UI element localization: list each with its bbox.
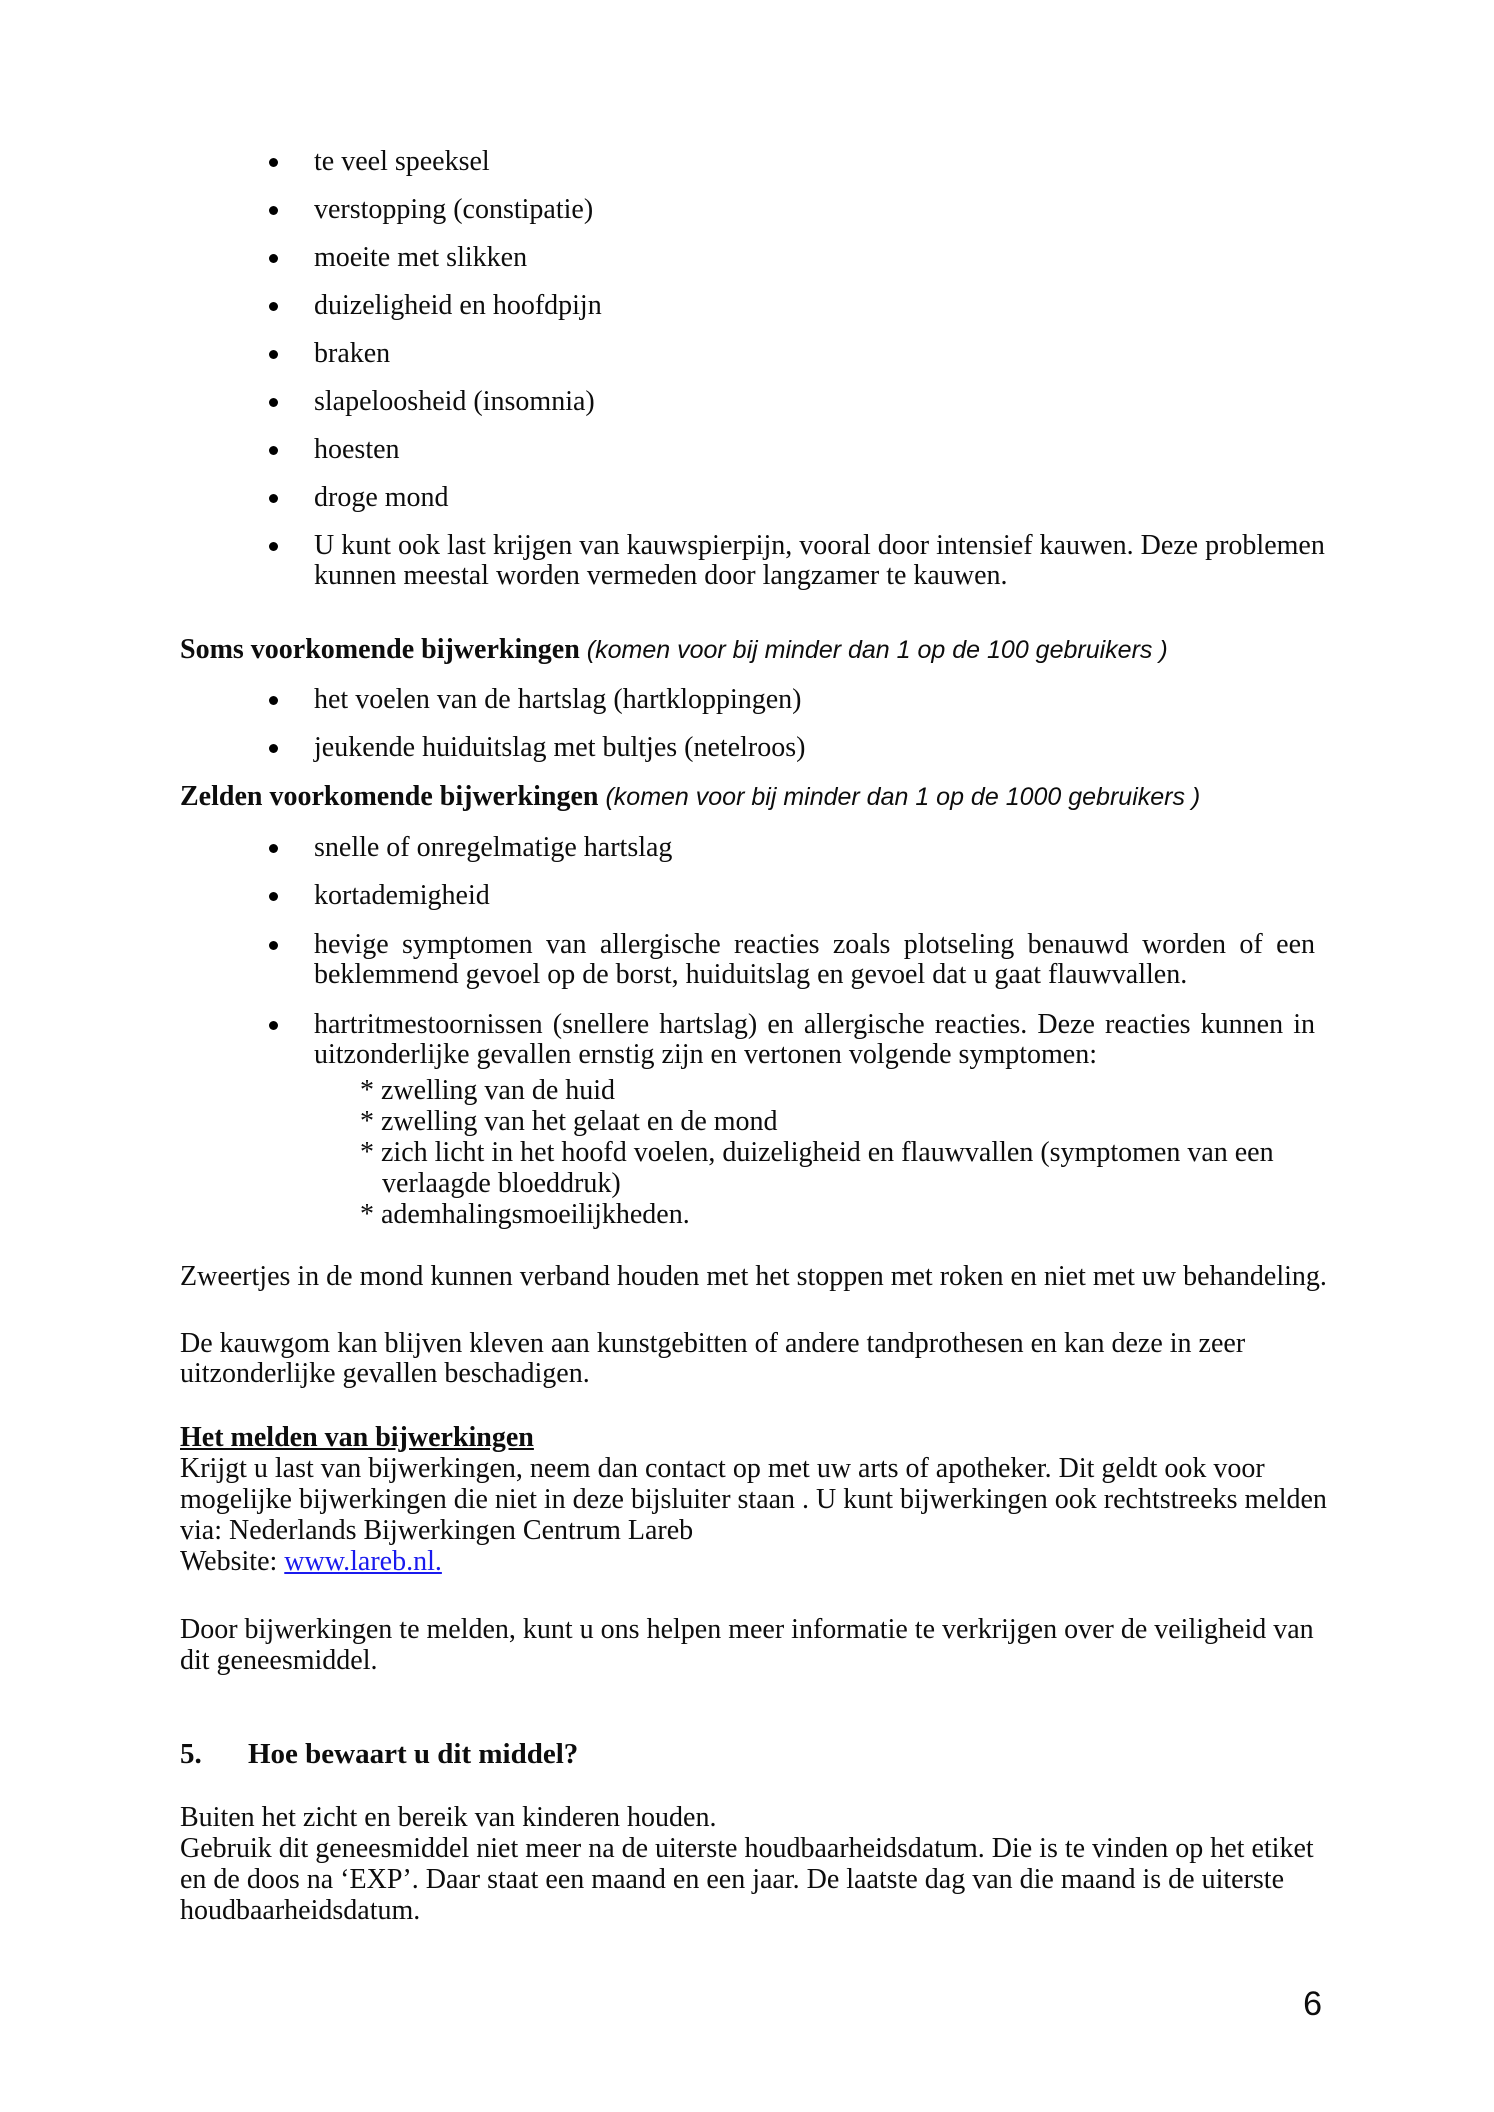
- text-line: hartritmestoornissen (snellere hartslag) en allergische reacties. Deze reacties kunnen in: [314, 1009, 1315, 1040]
- list-item: [180, 833, 1315, 863]
- list-item: [180, 243, 1315, 273]
- bullet-icon: [180, 685, 314, 715]
- list-item: [180, 291, 1315, 321]
- bullet-icon: [180, 1010, 314, 1230]
- list-item: [180, 930, 1315, 990]
- paragraph-zweertjes: Zweertjes in de mond kunnen verband houden met het stoppen met roken en niet met uw behandeling.: [180, 1261, 1327, 1292]
- list-item: [180, 147, 1315, 177]
- text-line: dit geneesmiddel.: [180, 1645, 378, 1676]
- text-line: uitzonderlijke gevallen ernstig zijn en vertonen volgende symptomen:: [314, 1039, 1098, 1070]
- bullet-icon: [180, 147, 314, 177]
- list-item: [180, 387, 1315, 417]
- sublist-item: * zwelling van het gelaat en de mond: [360, 1106, 778, 1137]
- bullet-icon: [180, 483, 314, 513]
- text-line: Door bijwerkingen te melden, kunt u ons helpen meer informatie te verkrijgen over de veiligheid van: [180, 1614, 1314, 1645]
- sublist-item: * zwelling van de huid: [360, 1075, 616, 1106]
- bullet-icon: [180, 833, 314, 863]
- paragraph-kauwgom: [180, 1329, 1315, 1389]
- list-item-text: duizeligheid en hoofdpijn: [314, 290, 602, 321]
- symptom-sublist: [360, 1075, 1315, 1230]
- list-item-text: te veel speeksel: [314, 146, 490, 177]
- sublist-item-continuation: verlaagde bloeddruk): [382, 1168, 621, 1199]
- bullet-icon: [180, 531, 314, 591]
- list-item-text: verstopping (constipatie): [314, 194, 594, 225]
- text-line: Buiten het zicht en bereik van kinderen houden.: [180, 1802, 717, 1833]
- list-item: [180, 339, 1315, 369]
- heading-frequency-italic: (komen voor bij minder dan 1 op de 100 gebruikers ): [586, 636, 1168, 664]
- bullet-icon: [180, 930, 314, 990]
- heading-section-5: [180, 1737, 1315, 1771]
- text-line: houdbaarheidsdatum.: [180, 1895, 421, 1926]
- bullet-icon: [180, 243, 314, 273]
- list-item-text: braken: [314, 338, 391, 369]
- section-melden-bijwerkingen: [180, 1422, 1327, 1577]
- text-line: De kauwgom kan blijven kleven aan kunstgebitten of andere tandprothesen en kan deze in zeer: [180, 1328, 1246, 1359]
- heading-frequency-italic: (komen voor bij minder dan 1 op de 1000 gebruikers ): [605, 783, 1201, 811]
- list-item: [180, 881, 1315, 911]
- list-item-text: [314, 530, 1325, 591]
- bullet-icon: [180, 435, 314, 465]
- list-item-text: snelle of onregelmatige hartslag: [314, 832, 673, 863]
- bullet-icon: [180, 291, 314, 321]
- text-line: en de doos na ‘EXP’. Daar staat een maand en een jaar. De laatste dag van die maand is de uiterste: [180, 1864, 1285, 1895]
- heading-melden-bijwerkingen: Het melden van bijwerkingen: [180, 1422, 534, 1453]
- list-item-text: moeite met slikken: [314, 242, 528, 273]
- list-item: [180, 530, 1325, 591]
- bullet-icon: [180, 881, 314, 911]
- section-number: 5.: [180, 1738, 202, 1770]
- sublist-item: * zich licht in het hoofd voelen, duizeligheid en flauwvallen (symptomen van een: [360, 1137, 1274, 1168]
- text-line: Gebruik dit geneesmiddel niet meer na de uiterste houdbaarheidsdatum. Die is te vinden op het etiket: [180, 1833, 1314, 1864]
- list-item: [180, 435, 1315, 465]
- heading-soms-bijwerkingen: [180, 635, 1315, 665]
- heading-zelden-bijwerkingen: [180, 782, 1315, 812]
- list-item: [180, 685, 1315, 715]
- list-item: [180, 1010, 1315, 1230]
- text-line: U kunt ook last krijgen van kauwspierpijn, vooral door intensief kauwen. Deze problemen: [314, 530, 1325, 561]
- list-item: [180, 195, 1315, 225]
- text-line: uitzonderlijke gevallen beschadigen.: [180, 1358, 590, 1389]
- bullet-icon: [180, 387, 314, 417]
- bullet-icon: [180, 195, 314, 225]
- text-line: beklemmend gevoel op de borst, huiduitslag en gevoel dat u gaat flauwvallen.: [314, 959, 1188, 990]
- list-item-text: [314, 930, 1315, 990]
- website-label: Website:: [180, 1546, 285, 1577]
- text-line: via: Nederlands Bijwerkingen Centrum Lareb: [180, 1515, 694, 1546]
- list-item-text: [314, 1010, 1315, 1230]
- list-item-text: het voelen van de hartslag (hartkloppingen): [314, 684, 802, 715]
- page-number: 6: [1303, 1985, 1322, 2023]
- list-item: [180, 483, 1315, 513]
- lareb-link[interactable]: www.lareb.nl.: [284, 1546, 442, 1577]
- list-item-text: droge mond: [314, 482, 449, 513]
- text-line: Krijgt u last van bijwerkingen, neem dan contact op met uw arts of apotheker. Dit geldt ook voor: [180, 1453, 1265, 1484]
- list-item-text: slapeloosheid (insomnia): [314, 386, 595, 417]
- bullet-icon: [180, 339, 314, 369]
- heading-bold-text: Soms voorkomende bijwerkingen: [180, 634, 587, 665]
- heading-bold-text: Zelden voorkomende bijwerkingen: [180, 781, 606, 812]
- paragraph-bewaren: [180, 1802, 1315, 1926]
- list-item-text: kortademigheid: [314, 880, 490, 911]
- list-item: [180, 733, 1315, 763]
- section-title: Hoe bewaart u dit middel?: [248, 1738, 579, 1770]
- text-line: mogelijke bijwerkingen die niet in deze bijsluiter staan . U kunt bijwerkingen ook rechtstreeks melden: [180, 1484, 1327, 1515]
- bullet-icon: [180, 733, 314, 763]
- website-line: [180, 1546, 1315, 1577]
- text-line: kunnen meestal worden vermeden door langzamer te kauwen.: [314, 560, 1008, 591]
- list-item-text: hoesten: [314, 434, 400, 465]
- page-content: [180, 0, 1327, 1926]
- list-item-text: jeukende huiduitslag met bultjes (netelroos): [314, 732, 806, 763]
- paragraph-door-bijwerkingen: [180, 1614, 1315, 1676]
- sublist-item: * ademhalingsmoeilijkheden.: [360, 1199, 690, 1230]
- text-line: hevige symptomen van allergische reacties zoals plotseling benauwd worden of een: [314, 929, 1315, 960]
